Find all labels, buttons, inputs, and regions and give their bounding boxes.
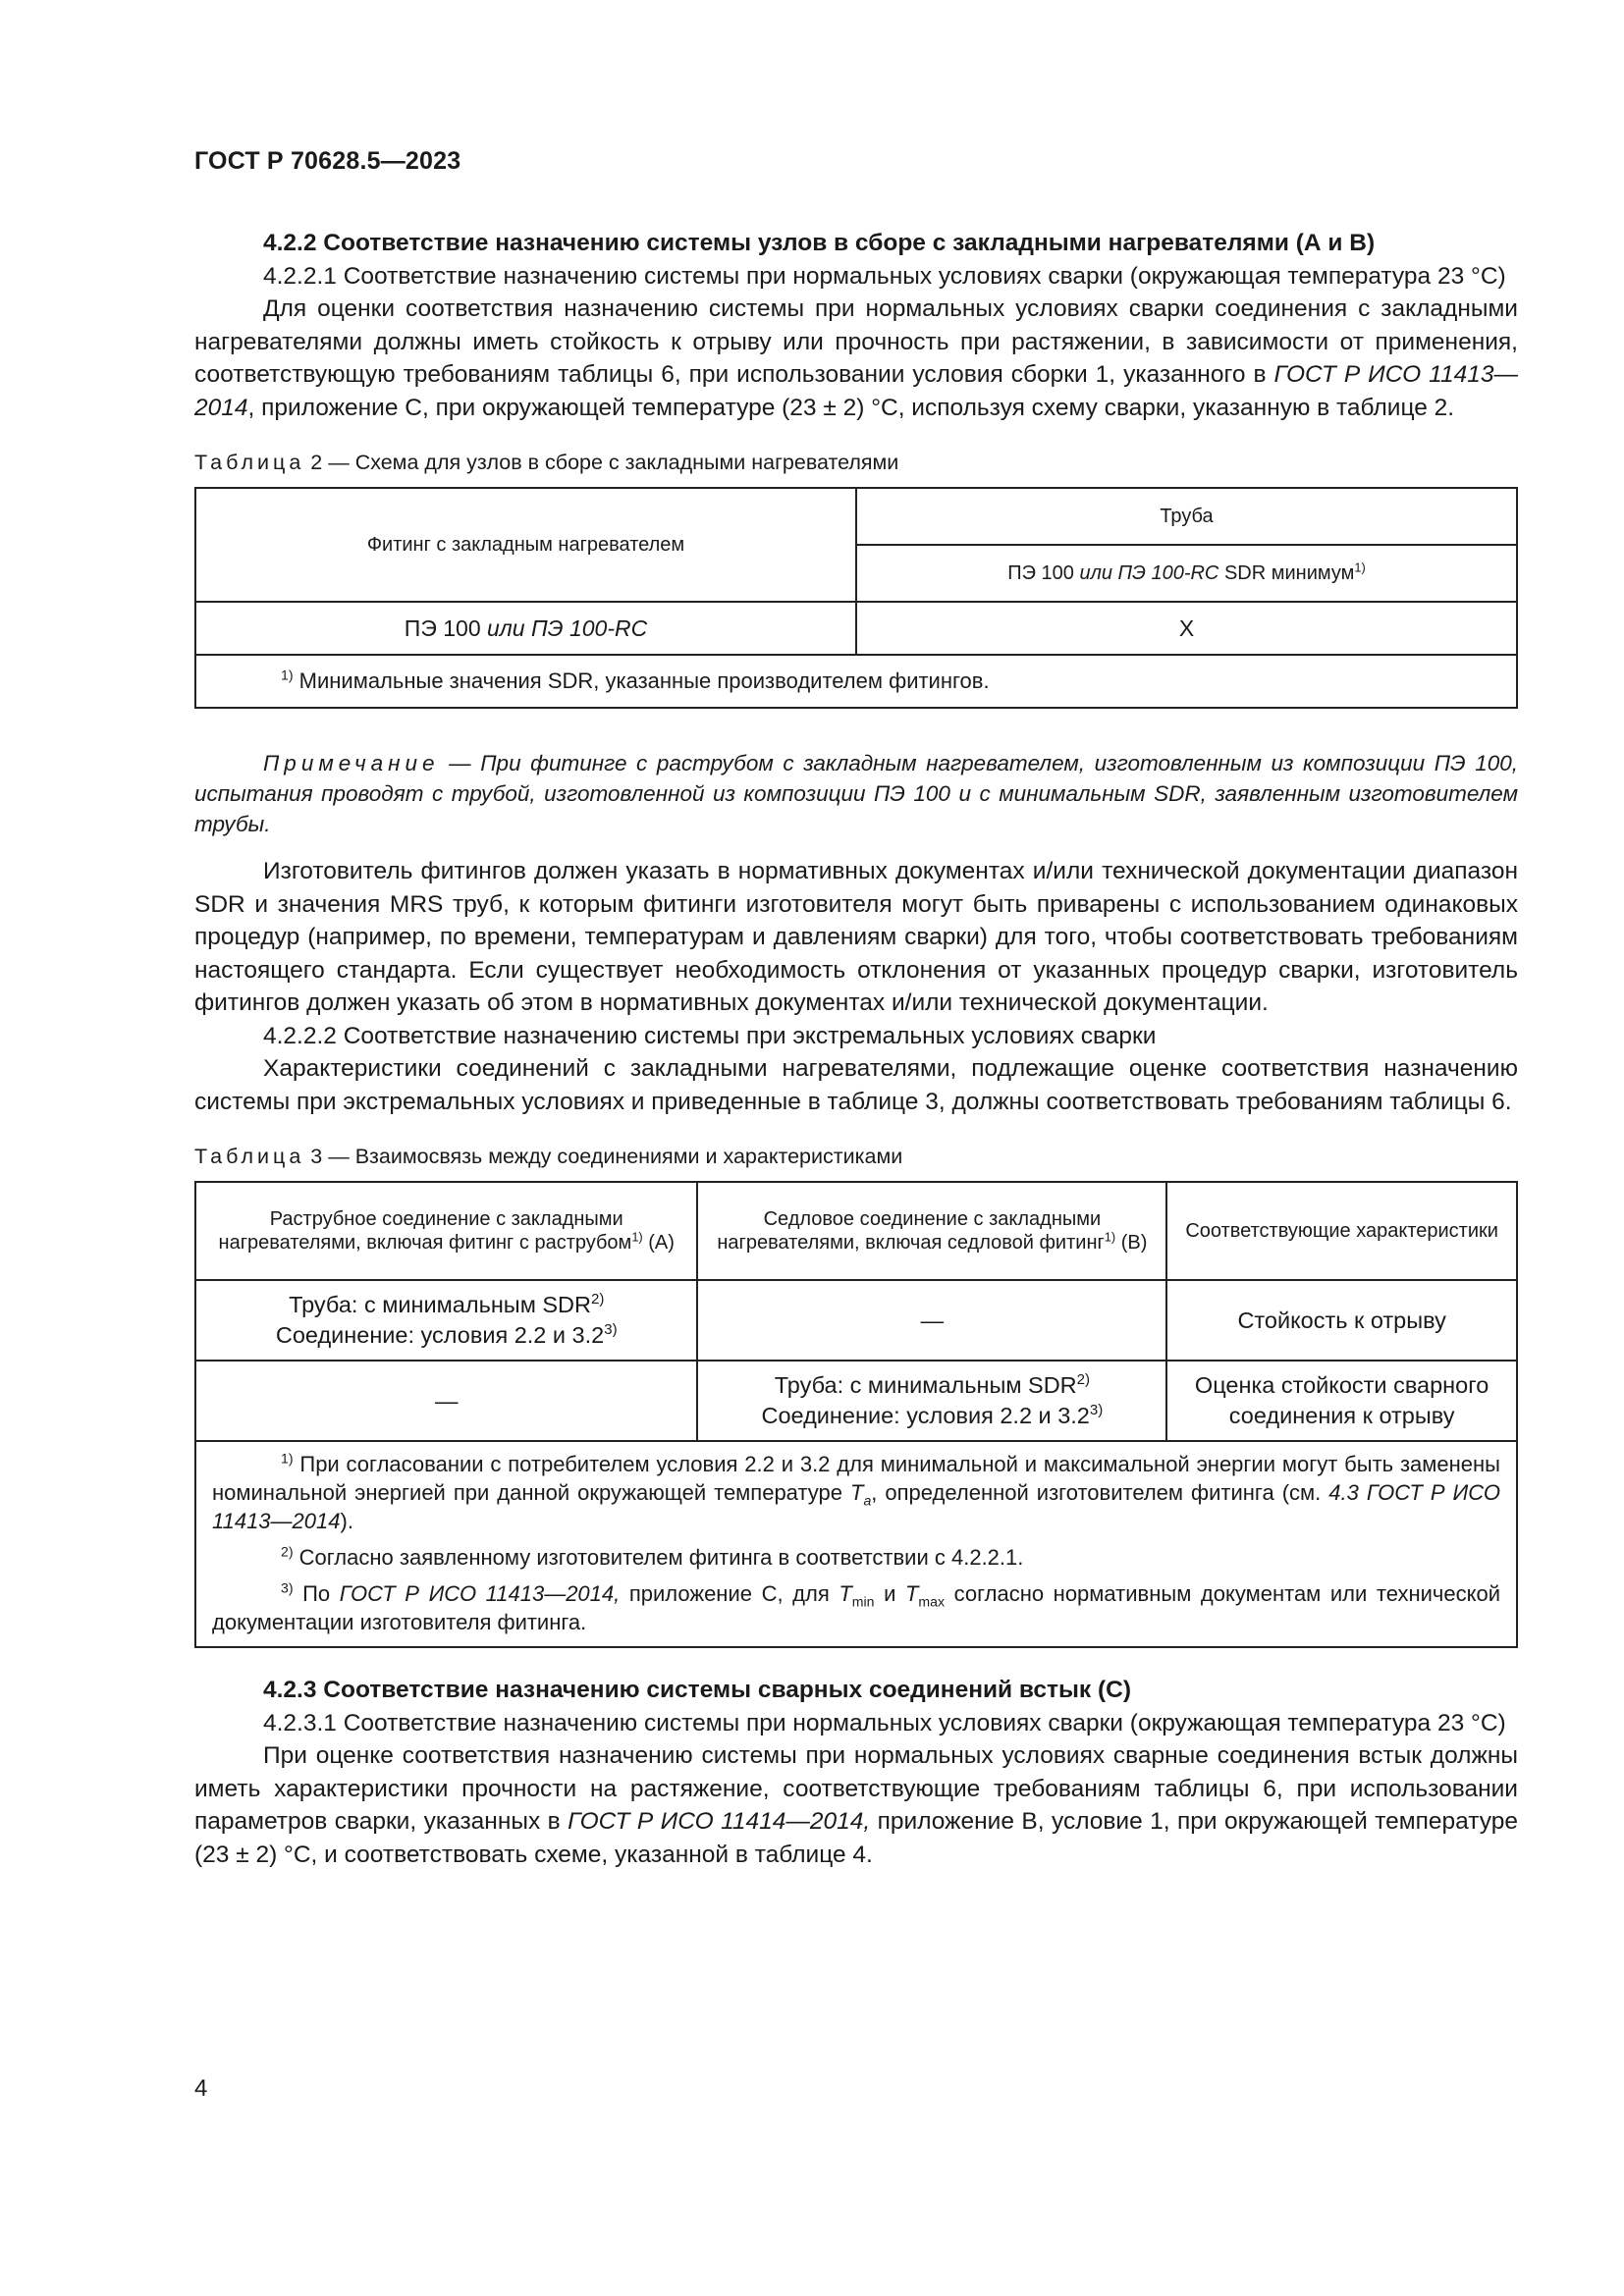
table-2-header-pipe: Труба [856,488,1517,545]
note: Примечание — При фитинге с раструбом с закладным нагревателем, изготовленным из композиции ПЭ 100, испытания проводят с трубой, изготовленной из композиции ПЭ 100 и с минимальным SDR, заявленным изготовителем трубы. [194,751,1518,836]
table-2-subheader-pipe-material: ПЭ 100 или ПЭ 100-RC SDR минимум$^{1)}$ [856,545,1517,602]
table-2 [194,487,1518,709]
table-3-caption: Таблица 3 — Взаимосвязь между соединениями и характеристиками [194,1145,903,1168]
table-3-row-1-socket: Труба: с минимальным SDR$^{2)}$ Соединение: условия 2.2 и 3.2$^{3)}$ [195,1280,697,1361]
table-2-row-fitting-material: ПЭ 100 или ПЭ 100-RC [195,602,856,655]
table-3-header-socket-joint: Раструбное соединение с закладными нагревателями, включая фитинг с раструбом$^{1)}$ (А) [195,1182,697,1280]
standard-reference-11414: ГОСТ Р ИСО 11414—2014, [568,1808,871,1835]
page-content [194,147,1518,1871]
paragraph-butt-welds: При оценке соответствия назначению системы при нормальных условиях сварные соединения встык должны иметь характеристики прочности на растяжение, соответствующие требованиям таблицы 6, при использовании параметров сварки, указанных в ГОСТ Р ИСО 11414—2014, приложение В, условие 1, при окружающей температуре (23 ± 2) °С, и соответствовать схеме, указанной в таблице 4. [194,1742,1518,1868]
table-3-row-2-socket: — [195,1361,697,1441]
clause-4-2-2-1: 4.2.2.1 Соответствие назначению системы при нормальных условиях сварки (окружающая температура 23 °С) [263,262,1506,290]
standard-reference: ГОСТ Р ИСО 11413—2014 [194,361,1518,421]
table-3-footnote-3: $^{3)}$ По ГОСТ Р ИСО 11413—2014, приложение С, для $T_{min}$ и $T_{max}$ согласно нормативным документам или технической документации изготовителя фитинга. [212,1579,1501,1634]
paragraph-manufacturer: Изготовитель фитингов должен указать в нормативных документах и/или технической документации диапазон SDR и значения MRS труб, к которым фитинги изготовителя могут быть приварены с использованием одинаковых процедур (например, по времени, температурам и давлениям сварки) для того, чтобы соответствовать требованиям настоящего стандарта. Если существует необходимость отклонения от указанных процедур сварки, изготовитель фитингов должен указать об этом в нормативных документах и/или технической документации. [194,858,1518,1016]
table-3-row-1-saddle: — [697,1280,1166,1361]
table-3-footnote-2: $^{2)}$ Согласно заявленному изготовителем фитинга в соответствии с 4.2.2.1. [281,1543,1024,1570]
table-3-header-characteristics: Соответствующие характеристики [1166,1182,1517,1280]
section-4-2-2-heading: 4.2.2 Соответствие назначению системы узлов в сборе с закладными нагревателями (А и В) [263,230,1376,256]
table-3 [194,1181,1518,1648]
paragraph-characteristics: Характеристики соединений с закладными нагревателями, подлежащие оценке соответствия назначению системы при экстремальных условиях и приведенные в таблице 3, должны соответствовать требованиям таблицы 6. [194,1055,1518,1115]
paragraph-normal-conditions: Для оценки соответствия назначению системы при нормальных условиях сварки соединения с закладными нагревателями должны иметь стойкость к отрыву или прочность при растяжении, в зависимости от применения, соответствующую требованиям таблицы 6, при использовании условия сборки 1, указанного в ГОСТ Р ИСО 11413—2014, приложение С, при окружающей температуре (23 ± 2) °С, используя схему сварки, указанную в таблице 2. [194,295,1518,421]
page-number: 4 [194,2075,208,2102]
table-2-footnote: $^{1)}$ Минимальные значения SDR, указанные производителем фитингов. [195,655,1517,708]
table-2-row-mark: Х [856,602,1517,655]
document-id: ГОСТ Р 70628.5—2023 [194,147,461,175]
table-3-row-2-saddle: Труба: с минимальным SDR$^{2)}$ Соединение: условия 2.2 и 3.2$^{3)}$ [697,1361,1166,1441]
clause-4-2-3-1: 4.2.3.1 Соответствие назначению системы при нормальных условиях сварки (окружающая температура 23 °С) [263,1709,1506,1736]
section-4-2-3-heading: 4.2.3 Соответствие назначению системы сварных соединений встык (С) [263,1677,1131,1703]
table-2-caption: Таблица 2 — Схема для узлов в сборе с закладными нагревателями [194,451,899,474]
clause-4-2-2-2: 4.2.2.2 Соответствие назначению системы при экстремальных условиях сварки [263,1022,1157,1049]
table-3-header-saddle-joint: Седловое соединение с закладными нагревателями, включая седловой фитинг$^{1)}$ (В) [697,1182,1166,1280]
table-2-header-fitting: Фитинг с закладным нагревателем [195,488,856,602]
table-3-footnotes [195,1441,1517,1647]
table-3-footnote-1: $^{1)}$ При согласовании с потребителем условия 2.2 и 3.2 для минимальной и максимальной энергии могут быть заменены номинальной энергией при данной окружающей температуре $T_a$, определенной изготовителем фитинга (см. 4.3 ГОСТ Р ИСО 11413—2014). [212,1450,1500,1533]
table-3-row-1-characteristic: Стойкость к отрыву [1166,1280,1517,1361]
table-3-row-2-characteristic: Оценка стойкости сварного соединения к отрыву [1166,1361,1517,1441]
